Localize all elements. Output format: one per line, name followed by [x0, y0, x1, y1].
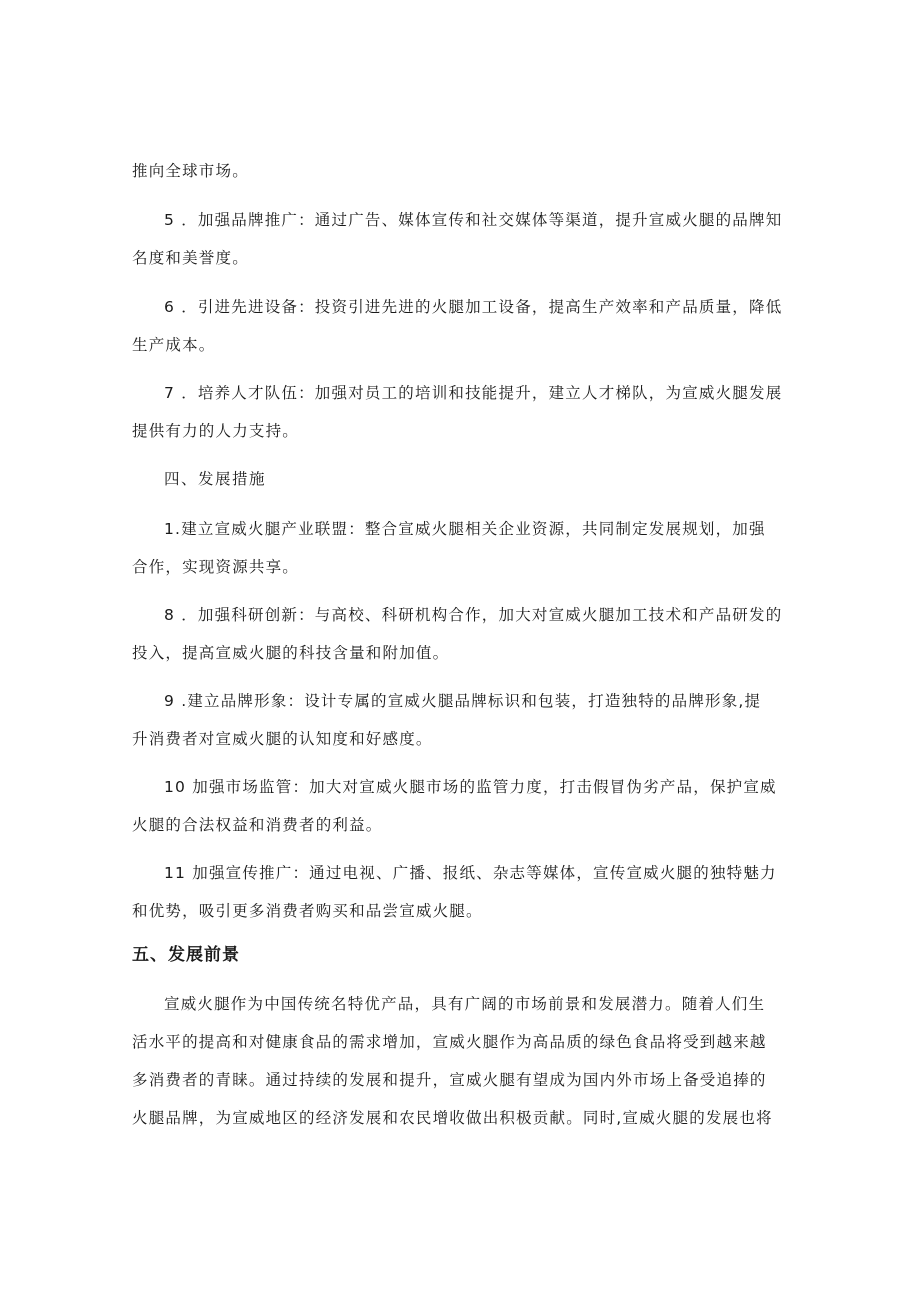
paragraph-line: 火腿品牌，为宣威地区的经济发展和农民增收做出积极贡献。同时,宣威火腿的发展也将: [132, 1109, 773, 1127]
paragraph-line: 11 加强宣传推广：通过电视、广播、报纸、杂志等媒体，宣传宣威火腿的独特魅力: [164, 864, 777, 882]
list-item-regulation: [132, 768, 797, 844]
paragraph-line: 8 ．加强科研创新：与高校、科研机构合作，加大对宣威火腿加工技术和产品研发的: [164, 606, 783, 624]
paragraph-line: 推向全球市场。: [132, 162, 249, 180]
paragraph-line: 6 ．引进先进设备：投资引进先进的火腿加工设备，提高生产效率和产品质量，降低: [164, 298, 783, 316]
paragraph-line: 1.建立宣威火腿产业联盟：整合宣威火腿相关企业资源，共同制定发展规划，加强: [164, 520, 766, 538]
paragraph-line: 生产成本。: [132, 336, 216, 354]
list-item-alliance: [132, 510, 797, 586]
paragraph-line: 10 加强市场监管：加大对宣威火腿市场的监管力度，打击假冒伪劣产品，保护宣威: [164, 778, 777, 796]
list-item-talent: [132, 374, 797, 450]
list-item-promotion: [132, 201, 797, 277]
paragraph-line: 宣威火腿作为中国传统名特优产品，具有广阔的市场前景和发展潜力。随着人们生: [164, 995, 766, 1013]
section-heading-prospects: 五、发展前景: [132, 945, 240, 965]
paragraph-line: 7 ．培养人才队伍：加强对员工的培训和技能提升，建立人才梯队，为宣威火腿发展: [164, 384, 783, 402]
paragraph-line: 火腿的合法权益和消费者的利益。: [132, 816, 383, 834]
paragraph-line: 投入，提高宣威火腿的科技含量和附加值。: [132, 644, 450, 662]
intro-tail: [132, 152, 797, 190]
paragraph-line: 提供有力的人力支持。: [132, 422, 300, 440]
paragraph-line: 多消费者的青睐。通过持续的发展和提升，宣威火腿有望成为国内外市场上备受追捧的: [132, 1071, 767, 1089]
list-item-publicity: [132, 854, 797, 930]
paragraph-line: 升消费者对宣威火腿的认知度和好感度。: [132, 730, 433, 748]
paragraph-line: 5 ．加强品牌推广：通过广告、媒体宣传和社交媒体等渠道，提升宣威火腿的品牌知: [164, 211, 783, 229]
list-item-equipment: [132, 288, 797, 364]
list-item-brand-image: [132, 682, 797, 758]
section-heading-measures: 四、发展措施: [164, 470, 267, 488]
paragraph-line: 9 .建立品牌形象：设计专属的宣威火腿品牌标识和包装，打造独特的品牌形象,提: [164, 692, 762, 710]
paragraph-line: 名度和美誉度。: [132, 249, 249, 267]
paragraph-line: 合作，实现资源共享。: [132, 558, 300, 576]
paragraph-line: 和优势，吸引更多消费者购买和品尝宣威火腿。: [132, 902, 483, 920]
prospects-paragraph: [132, 985, 797, 1137]
paragraph-line: 活水平的提高和对健康食品的需求增加，宣威火腿作为高品质的绿色食品将受到越来越: [132, 1033, 767, 1051]
list-item-research: [132, 596, 797, 672]
